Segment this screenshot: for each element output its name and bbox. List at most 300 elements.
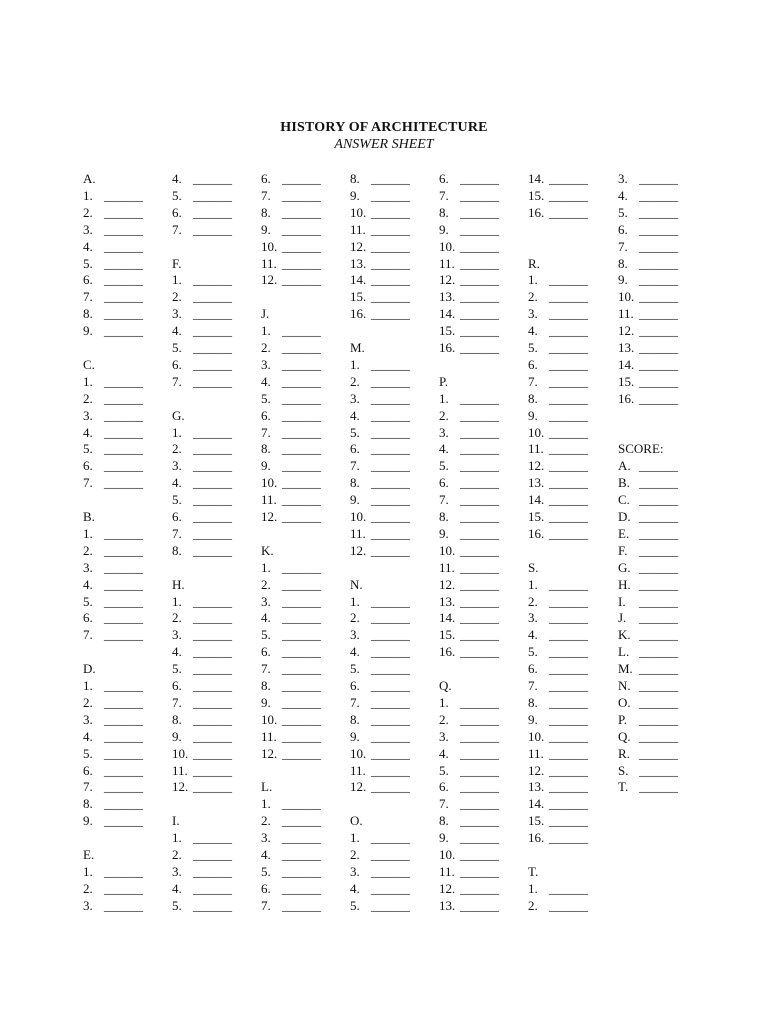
answer-blank[interactable]: ______ — [371, 390, 410, 406]
answer-blank[interactable]: ______ — [371, 694, 410, 710]
answer-blank[interactable]: ______ — [193, 779, 232, 795]
answer-blank[interactable]: ______ — [549, 728, 588, 744]
answer-blank[interactable]: ______ — [549, 171, 588, 186]
answer-blank[interactable]: ______ — [549, 458, 588, 474]
answer-item — [83, 474, 143, 491]
answer-blank[interactable]: ______ — [193, 272, 232, 288]
answer-blank[interactable]: ______ — [549, 475, 588, 491]
answer-blank[interactable]: ______ — [371, 661, 410, 677]
answer-blank[interactable]: ______ — [460, 441, 499, 457]
item-number: 3. — [83, 711, 93, 727]
answer-blank[interactable]: ______ — [460, 796, 499, 812]
answer-blank[interactable]: ______ — [282, 897, 321, 913]
answer-blank[interactable]: ______ — [371, 863, 410, 879]
answer-blank[interactable]: ______ — [282, 830, 321, 846]
answer-blank[interactable]: ______ — [549, 356, 588, 372]
answer-blank[interactable]: ______ — [193, 863, 232, 879]
answer-blank[interactable]: ______ — [104, 238, 143, 254]
answer-blank[interactable]: ______ — [282, 272, 321, 288]
answer-blank[interactable]: ______ — [282, 813, 321, 829]
answer-blank[interactable]: ______ — [371, 424, 410, 440]
answer-blank[interactable]: ______ — [193, 204, 232, 220]
answer-blank[interactable]: ______ — [104, 306, 143, 322]
answer-blank[interactable]: ______ — [104, 610, 143, 626]
answer-blank[interactable]: ______ — [371, 356, 410, 372]
item-number: 7. — [172, 525, 182, 541]
answer-blank[interactable]: ______ — [639, 187, 678, 203]
answer-blank[interactable]: ______ — [371, 272, 410, 288]
answer-blank[interactable]: ______ — [460, 221, 499, 237]
answer-blank[interactable]: ______ — [193, 509, 232, 524]
answer-blank[interactable]: ______ — [193, 525, 232, 541]
answer-blank[interactable]: ______ — [104, 796, 143, 812]
section-header — [261, 542, 274, 559]
answer-blank[interactable]: ______ — [193, 661, 232, 677]
answer-blank[interactable]: ______ — [549, 661, 588, 677]
item-number: 7. — [83, 475, 93, 491]
answer-blank[interactable]: ______ — [371, 762, 410, 778]
answer-blank[interactable]: ______ — [460, 745, 499, 761]
answer-blank[interactable]: ______ — [371, 373, 410, 389]
answer-item — [528, 339, 588, 356]
answer-blank[interactable]: ______ — [460, 644, 499, 660]
answer-blank[interactable]: ______ — [460, 509, 499, 524]
answer-blank[interactable]: ______ — [639, 678, 678, 693]
answer-blank[interactable]: ______ — [193, 610, 232, 626]
answer-blank[interactable]: ______ — [549, 424, 588, 440]
answer-blank[interactable]: ______ — [639, 762, 678, 778]
answer-blank[interactable]: ______ — [371, 407, 410, 423]
answer-blank[interactable]: ______ — [460, 390, 499, 406]
answer-blank[interactable]: ______ — [639, 745, 678, 761]
answer-blank[interactable]: ______ — [460, 813, 499, 829]
answer-blank[interactable]: ______ — [104, 407, 143, 423]
answer-item — [350, 694, 410, 711]
answer-blank[interactable]: ______ — [282, 323, 321, 339]
answer-blank[interactable]: ______ — [460, 627, 499, 643]
answer-blank[interactable]: ______ — [193, 694, 232, 710]
answer-blank[interactable]: ______ — [371, 255, 410, 271]
answer-blank[interactable]: ______ — [371, 187, 410, 203]
answer-blank[interactable]: ______ — [639, 475, 678, 491]
answer-blank[interactable]: ______ — [193, 542, 232, 558]
section-header — [528, 863, 538, 880]
answer-blank[interactable]: ______ — [104, 863, 143, 879]
answer-blank[interactable]: ______ — [193, 458, 232, 474]
answer-blank[interactable]: ______ — [639, 356, 678, 372]
answer-blank[interactable]: ______ — [549, 407, 588, 423]
answer-blank[interactable]: ______ — [282, 475, 321, 491]
answer-blank[interactable]: ______ — [460, 847, 499, 862]
answer-blank[interactable]: ______ — [371, 289, 410, 305]
answer-blank[interactable]: ______ — [282, 593, 321, 609]
answer-blank[interactable]: ______ — [460, 492, 499, 508]
answer-blank[interactable]: ______ — [193, 728, 232, 744]
answer-blank[interactable]: ______ — [104, 694, 143, 710]
answer-item — [618, 255, 678, 272]
answer-blank[interactable]: ______ — [460, 576, 499, 592]
answer-blank[interactable]: ______ — [639, 509, 678, 524]
answer-blank[interactable]: ______ — [371, 644, 410, 660]
answer-blank[interactable]: ______ — [282, 694, 321, 710]
answer-blank[interactable]: ______ — [460, 458, 499, 474]
answer-item — [83, 897, 143, 914]
answer-blank[interactable]: ______ — [639, 306, 678, 322]
answer-blank[interactable]: ______ — [460, 407, 499, 423]
answer-blank[interactable]: ______ — [104, 728, 143, 744]
answer-blank[interactable]: ______ — [193, 289, 232, 305]
answer-blank[interactable]: ______ — [549, 678, 588, 693]
answer-blank[interactable]: ______ — [104, 323, 143, 339]
answer-blank[interactable]: ______ — [282, 728, 321, 744]
answer-blank[interactable]: ______ — [282, 576, 321, 592]
answer-blank[interactable]: ______ — [549, 830, 588, 846]
answer-blank[interactable]: ______ — [549, 711, 588, 727]
answer-blank[interactable]: ______ — [639, 559, 678, 575]
answer-blank[interactable]: ______ — [639, 576, 678, 592]
answer-blank[interactable]: ______ — [460, 475, 499, 491]
answer-blank[interactable]: ______ — [371, 779, 410, 795]
answer-blank[interactable]: ______ — [193, 627, 232, 643]
answer-blank[interactable]: ______ — [282, 610, 321, 626]
answer-blank[interactable]: ______ — [104, 424, 143, 440]
answer-blank[interactable]: ______ — [460, 525, 499, 541]
item-number: 9. — [83, 323, 93, 339]
answer-blank[interactable]: ______ — [460, 340, 499, 355]
answer-blank[interactable]: ______ — [639, 221, 678, 237]
answer-blank[interactable]: ______ — [549, 627, 588, 643]
answer-blank[interactable]: ______ — [193, 644, 232, 660]
answer-blank[interactable]: ______ — [371, 593, 410, 609]
answer-blank[interactable]: ______ — [371, 678, 410, 693]
item-number: 5. — [350, 897, 360, 913]
answer-item — [83, 255, 143, 272]
answer-blank[interactable]: ______ — [639, 779, 678, 795]
item-number: L. — [618, 644, 630, 660]
answer-blank[interactable]: ______ — [549, 525, 588, 541]
item-number: 8. — [261, 678, 271, 693]
answer-blank[interactable]: ______ — [371, 711, 410, 727]
answer-blank[interactable]: ______ — [104, 475, 143, 491]
answer-blank[interactable]: ______ — [282, 711, 321, 727]
answer-blank[interactable]: ______ — [549, 272, 588, 288]
answer-blank[interactable]: ______ — [371, 171, 410, 186]
answer-blank[interactable]: ______ — [193, 221, 232, 237]
answer-blank[interactable]: ______ — [460, 542, 499, 558]
answer-item — [261, 440, 321, 457]
answer-blank[interactable]: ______ — [639, 323, 678, 339]
item-number: 2. — [172, 610, 182, 626]
answer-blank[interactable]: ______ — [460, 306, 499, 322]
answer-item — [83, 778, 143, 795]
answer-blank[interactable]: ______ — [193, 306, 232, 322]
answer-blank[interactable]: ______ — [282, 678, 321, 693]
answer-blank[interactable]: ______ — [193, 323, 232, 339]
answer-blank[interactable]: ______ — [549, 306, 588, 322]
answer-blank[interactable]: ______ — [104, 187, 143, 203]
answer-blank[interactable]: ______ — [282, 661, 321, 677]
answer-blank[interactable]: ______ — [549, 289, 588, 305]
answer-blank[interactable]: ______ — [639, 204, 678, 220]
answer-blank[interactable]: ______ — [549, 576, 588, 592]
answer-blank[interactable]: ______ — [460, 255, 499, 271]
answer-blank[interactable]: ______ — [460, 863, 499, 879]
answer-blank[interactable]: ______ — [104, 779, 143, 795]
answer-blank[interactable]: ______ — [282, 407, 321, 423]
answer-blank[interactable]: ______ — [104, 204, 143, 220]
answer-item — [528, 593, 588, 610]
answer-blank[interactable]: ______ — [549, 745, 588, 761]
answer-blank[interactable]: ______ — [282, 796, 321, 812]
answer-blank[interactable]: ______ — [282, 340, 321, 355]
answer-blank[interactable]: ______ — [460, 289, 499, 305]
answer-blank[interactable]: ______ — [549, 779, 588, 795]
answer-blank[interactable]: ______ — [104, 221, 143, 237]
answer-blank[interactable]: ______ — [549, 492, 588, 508]
answer-item — [83, 863, 143, 880]
answer-blank[interactable]: ______ — [193, 897, 232, 913]
answer-blank[interactable]: ______ — [104, 897, 143, 913]
answer-blank[interactable]: ______ — [460, 897, 499, 913]
answer-blank[interactable]: ______ — [549, 204, 588, 220]
answer-blank[interactable]: ______ — [460, 830, 499, 846]
answer-blank[interactable]: ______ — [104, 745, 143, 761]
answer-blank[interactable]: ______ — [460, 728, 499, 744]
answer-blank[interactable]: ______ — [460, 762, 499, 778]
answer-blank[interactable]: ______ — [282, 644, 321, 660]
answer-blank[interactable]: ______ — [193, 424, 232, 440]
answer-blank[interactable]: ______ — [104, 711, 143, 727]
item-number: 1. — [439, 390, 449, 406]
answer-blank[interactable]: ______ — [639, 542, 678, 558]
answer-blank[interactable]: ______ — [639, 627, 678, 643]
answer-blank[interactable]: ______ — [282, 171, 321, 186]
answer-blank[interactable]: ______ — [371, 627, 410, 643]
answer-item — [618, 238, 678, 255]
answer-blank[interactable]: ______ — [193, 441, 232, 457]
answer-blank[interactable]: ______ — [193, 187, 232, 203]
answer-blank[interactable]: ______ — [193, 356, 232, 372]
answer-blank[interactable]: ______ — [460, 779, 499, 795]
answer-blank[interactable]: ______ — [639, 272, 678, 288]
answer-blank[interactable]: ______ — [639, 644, 678, 660]
answer-blank[interactable]: ______ — [549, 187, 588, 203]
answer-blank[interactable]: ______ — [193, 492, 232, 508]
answer-blank[interactable]: ______ — [371, 238, 410, 254]
answer-item — [618, 305, 678, 322]
answer-blank[interactable]: ______ — [371, 221, 410, 237]
answer-blank[interactable]: ______ — [371, 525, 410, 541]
answer-blank[interactable]: ______ — [371, 542, 410, 558]
item-number: 12. — [439, 576, 456, 592]
answer-blank[interactable]: ______ — [193, 340, 232, 355]
answer-blank[interactable]: ______ — [193, 475, 232, 491]
answer-blank[interactable]: ______ — [460, 323, 499, 339]
answer-blank[interactable]: ______ — [639, 525, 678, 541]
answer-blank[interactable]: ______ — [460, 238, 499, 254]
answer-blank[interactable]: ______ — [104, 390, 143, 406]
answer-blank[interactable]: ______ — [104, 373, 143, 389]
answer-item — [439, 440, 499, 457]
answer-blank[interactable]: ______ — [549, 762, 588, 778]
section-header — [439, 373, 448, 390]
item-number: D. — [618, 509, 631, 524]
answer-blank[interactable]: ______ — [460, 187, 499, 203]
answer-blank[interactable]: ______ — [639, 728, 678, 744]
answer-blank[interactable]: ______ — [193, 171, 232, 186]
answer-blank[interactable]: ______ — [460, 424, 499, 440]
answer-blank[interactable]: ______ — [549, 897, 588, 913]
answer-blank[interactable]: ______ — [371, 880, 410, 896]
answer-blank[interactable]: ______ — [460, 711, 499, 727]
item-number: 10. — [439, 238, 456, 254]
answer-blank[interactable]: ______ — [549, 593, 588, 609]
item-number: 3. — [83, 559, 93, 575]
section-header — [83, 660, 96, 677]
item-number: 11. — [439, 863, 455, 879]
answer-item — [83, 745, 143, 762]
answer-blank[interactable]: ______ — [282, 627, 321, 643]
answer-blank[interactable]: ______ — [371, 441, 410, 457]
answer-blank[interactable]: ______ — [549, 390, 588, 406]
answer-blank[interactable]: ______ — [639, 238, 678, 254]
answer-blank[interactable]: ______ — [549, 644, 588, 660]
item-number: T. — [618, 779, 629, 795]
answer-blank[interactable]: ______ — [193, 593, 232, 609]
answer-blank[interactable]: ______ — [549, 340, 588, 355]
answer-blank[interactable]: ______ — [282, 509, 321, 524]
answer-blank[interactable]: ______ — [193, 745, 232, 761]
answer-blank[interactable]: ______ — [282, 221, 321, 237]
answer-blank[interactable]: ______ — [549, 610, 588, 626]
answer-blank[interactable]: ______ — [282, 238, 321, 254]
answer-blank[interactable]: ______ — [371, 610, 410, 626]
item-number: 3. — [83, 897, 93, 913]
answer-blank[interactable]: ______ — [104, 272, 143, 288]
answer-item — [618, 322, 678, 339]
answer-blank[interactable]: ______ — [549, 880, 588, 896]
answer-blank[interactable]: ______ — [282, 559, 321, 575]
answer-blank[interactable]: ______ — [549, 373, 588, 389]
answer-blank[interactable]: ______ — [104, 289, 143, 305]
answer-blank[interactable]: ______ — [549, 796, 588, 812]
answer-blank[interactable]: ______ — [193, 847, 232, 862]
answer-blank[interactable]: ______ — [104, 593, 143, 609]
answer-blank[interactable]: ______ — [549, 694, 588, 710]
answer-blank[interactable]: ______ — [371, 745, 410, 761]
answer-blank[interactable]: ______ — [549, 323, 588, 339]
answer-blank[interactable]: ______ — [371, 306, 410, 322]
answer-blank[interactable]: ______ — [282, 863, 321, 879]
answer-blank[interactable]: ______ — [460, 694, 499, 710]
answer-blank[interactable]: ______ — [104, 762, 143, 778]
answer-blank[interactable]: ______ — [460, 204, 499, 220]
answer-blank[interactable]: ______ — [282, 880, 321, 896]
answer-blank[interactable]: ______ — [282, 458, 321, 474]
answer-item — [439, 576, 499, 593]
answer-blank[interactable]: ______ — [104, 525, 143, 541]
answer-blank[interactable]: ______ — [282, 847, 321, 862]
answer-blank[interactable]: ______ — [371, 475, 410, 491]
section-letter: N. — [350, 576, 363, 592]
answer-item — [350, 508, 410, 525]
answer-blank[interactable]: ______ — [193, 830, 232, 846]
answer-blank[interactable]: ______ — [282, 390, 321, 406]
answer-blank[interactable]: ______ — [639, 289, 678, 305]
answer-blank[interactable]: ______ — [104, 255, 143, 271]
answer-blank[interactable]: ______ — [371, 204, 410, 220]
answer-blank[interactable]: ______ — [639, 492, 678, 508]
answer-blank[interactable]: ______ — [639, 373, 678, 389]
answer-blank[interactable]: ______ — [639, 340, 678, 355]
answer-blank[interactable]: ______ — [282, 424, 321, 440]
answer-blank[interactable]: ______ — [371, 509, 410, 524]
answer-blank[interactable]: ______ — [460, 610, 499, 626]
answer-blank[interactable]: ______ — [639, 255, 678, 271]
answer-blank[interactable]: ______ — [104, 627, 143, 643]
item-number: 13. — [528, 475, 545, 491]
answer-blank[interactable]: ______ — [104, 576, 143, 592]
item-number: 11. — [528, 441, 544, 457]
answer-blank[interactable]: ______ — [193, 762, 232, 778]
answer-blank[interactable]: ______ — [104, 559, 143, 575]
answer-blank[interactable]: ______ — [639, 694, 678, 710]
answer-blank[interactable]: ______ — [639, 661, 678, 677]
answer-blank[interactable]: ______ — [104, 678, 143, 693]
answer-blank[interactable]: ______ — [282, 255, 321, 271]
section-letter: I. — [172, 813, 180, 829]
answer-blank[interactable]: ______ — [104, 880, 143, 896]
answer-blank[interactable]: ______ — [282, 441, 321, 457]
answer-blank[interactable]: ______ — [371, 847, 410, 862]
answer-blank[interactable]: ______ — [104, 458, 143, 474]
answer-blank[interactable]: ______ — [371, 728, 410, 744]
item-number: 2. — [172, 289, 182, 305]
answer-blank[interactable]: ______ — [371, 830, 410, 846]
answer-blank[interactable]: ______ — [104, 542, 143, 558]
answer-blank[interactable]: ______ — [639, 610, 678, 626]
answer-blank[interactable]: ______ — [639, 171, 678, 186]
answer-blank[interactable]: ______ — [639, 390, 678, 406]
answer-blank[interactable]: ______ — [193, 678, 232, 693]
answer-blank[interactable]: ______ — [104, 441, 143, 457]
answer-blank[interactable]: ______ — [460, 880, 499, 896]
answer-blank[interactable]: ______ — [282, 187, 321, 203]
answer-blank[interactable]: ______ — [193, 880, 232, 896]
answer-blank[interactable]: ______ — [193, 711, 232, 727]
answer-blank[interactable]: ______ — [371, 492, 410, 508]
answer-blank[interactable]: ______ — [282, 745, 321, 761]
answer-blank[interactable]: ______ — [460, 559, 499, 575]
answer-blank[interactable]: ______ — [460, 272, 499, 288]
answer-blank[interactable]: ______ — [549, 441, 588, 457]
answer-blank[interactable]: ______ — [193, 373, 232, 389]
answer-blank[interactable]: ______ — [104, 813, 143, 829]
answer-blank[interactable]: ______ — [282, 356, 321, 372]
answer-blank[interactable]: ______ — [371, 458, 410, 474]
answer-blank[interactable]: ______ — [549, 813, 588, 829]
answer-blank[interactable]: ______ — [282, 492, 321, 508]
answer-blank[interactable]: ______ — [460, 593, 499, 609]
answer-blank[interactable]: ______ — [460, 171, 499, 186]
answer-blank[interactable]: ______ — [282, 373, 321, 389]
answer-blank[interactable]: ______ — [282, 204, 321, 220]
answer-blank[interactable]: ______ — [639, 458, 678, 474]
answer-blank[interactable]: ______ — [639, 593, 678, 609]
answer-blank[interactable]: ______ — [371, 897, 410, 913]
answer-blank[interactable]: ______ — [549, 509, 588, 524]
answer-blank[interactable]: ______ — [639, 711, 678, 727]
